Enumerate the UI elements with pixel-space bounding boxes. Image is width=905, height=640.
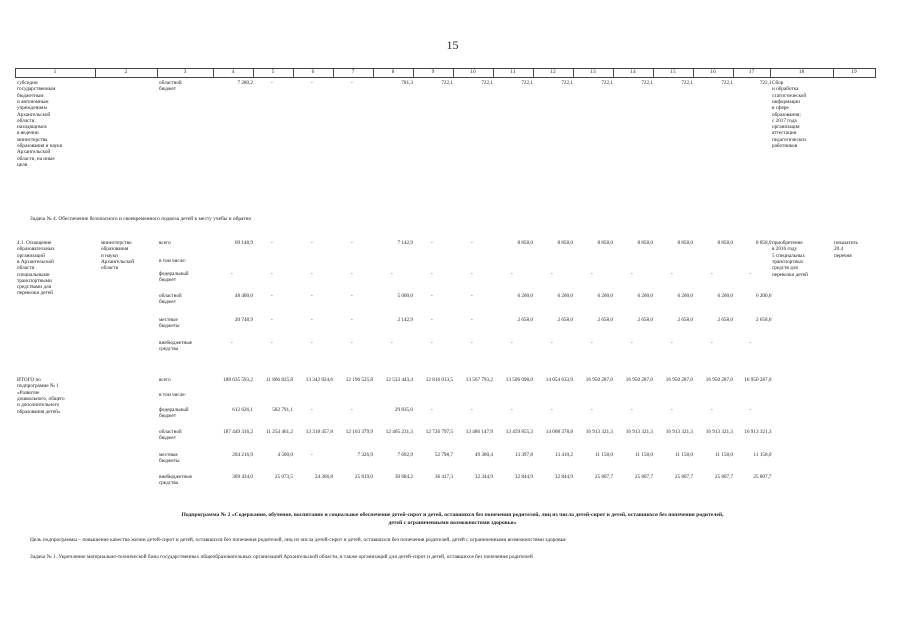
value-cell: 12 533 443,4 [385,377,413,383]
row-total-funding-source: всего [159,377,171,383]
value-cell: 16 913 321,3 [665,429,693,435]
value-cell: - [511,271,513,277]
row-41-result: в 2016 году [772,246,798,253]
row-total-funding-source: бюджеты [159,458,180,465]
value-cell: 12 726 797,5 [425,429,453,435]
header-column-separator [733,68,734,78]
column-header-12: 12 [550,69,556,75]
value-cell: 2 658,0 [597,317,613,323]
row-subsidies-budget: бюджет [159,86,176,93]
column-header-13: 13 [590,69,596,75]
value-cell: 16 913 321,3 [585,429,613,435]
row-total-funding-source: в том числе: [159,392,187,398]
row-41-funding-source: внебюджетные [159,340,193,346]
value-cell: - [431,271,433,277]
value-cell: 5 000,0 [397,293,413,299]
value-cell: 722,1 [441,80,453,86]
value-cell: 187 449 316,2 [223,429,253,435]
row-41-name: транспортными [17,277,52,284]
value-cell: 25 807,7 [634,474,653,480]
value-cell: 12 196 525,8 [345,377,373,383]
value-cell: 12 465 231,3 [385,429,413,435]
row-41-funding-source: в том числе: [159,258,187,264]
value-cell: 8 858,0 [637,240,653,246]
row-subsidies-name: и автономным [17,98,49,105]
subprogram2-task1: Задача № 1. Укрепление материально-технической базы государственных общеобразовательных организаций Архангельской области, в также организаций для детей-сирот и детей, оставшихся без попечения родителей [30,554,533,560]
value-cell: - [471,340,473,346]
row-41-indicator: показатель [834,240,858,246]
value-cell: - [311,340,313,346]
value-cell: 722,1 [481,80,493,86]
row-total-name: и дополнительного [17,402,60,409]
value-cell: - [471,407,473,413]
value-cell: - [511,407,513,413]
value-cell: 16 950 287,0 [744,377,772,383]
value-cell: 6 200,0 [717,293,733,299]
row-subsidies-result: организация [772,124,800,131]
row-41-funding-source: областной [159,293,182,299]
row-subsidies-name: образования и науки [17,143,63,149]
row-total-name: образования детей» [17,408,61,415]
row-41-executor: образования [101,246,129,253]
column-header-11: 11 [510,69,516,75]
row-subsidies-name: Архангельской [17,111,51,118]
row-41-funding-source: всего [159,240,171,246]
value-cell: - [311,452,313,458]
value-cell: - [271,80,273,86]
value-cell: 13 318 457,8 [305,429,333,435]
row-41-result: приобретение [772,240,803,246]
value-cell: 8 858,0 [755,240,772,246]
value-cell: 8 858,0 [557,240,573,246]
header-column-separator [95,68,96,78]
task4-title: Задача № 4. Обеспечение безопасного и своевременного подвоза детей к месту учебы и обратно [30,216,252,222]
value-cell: - [671,271,673,277]
column-header-8: 8 [391,69,395,75]
value-cell: 14 008 378,8 [545,429,573,435]
header-column-separator [373,68,374,78]
value-cell: 13 567 793,2 [465,377,493,383]
value-cell: 11 158,0 [715,452,733,458]
value-cell: - [631,407,633,413]
value-cell: - [551,271,553,277]
value-cell: 7 326,9 [357,452,373,458]
value-cell: 6 200,0 [517,293,533,299]
value-cell: 52 798,7 [434,452,453,458]
row-subsidies-result: в сфере [772,105,789,112]
row-41-result: перевозки детей [772,271,808,278]
value-cell: 16 913 321,3 [625,429,653,435]
value-cell: 49 300,4 [474,452,493,458]
value-cell: - [711,340,713,346]
value-cell: - [711,271,713,277]
row-total-name: «Развитие [17,389,40,396]
header-column-separator [333,68,334,78]
row-subsidies-name: цели [17,161,28,168]
value-cell: 2 142,9 [397,317,413,323]
row-41-name: средствами для [17,284,51,291]
value-cell: - [351,293,353,299]
value-cell: 13 459 855,3 [505,429,533,435]
header-column-separator [157,68,158,78]
row-41-funding-source: местные [159,317,178,323]
row-subsidies-result: Сбор [772,80,784,86]
value-cell: 13 410,2 [554,452,573,458]
value-cell: 7 142,9 [397,240,413,246]
column-header-1: 1 [53,69,57,75]
value-cell: - [271,293,273,299]
row-subsidies-result: статистической [772,92,807,99]
value-cell: 32 344,9 [474,474,493,480]
value-cell: 6 200,0 [637,293,653,299]
value-cell: 781,3 [401,80,413,86]
value-cell: - [391,271,393,277]
value-cell: 16 950 287,0 [625,377,653,383]
value-cell: 722,1 [561,80,573,86]
row-total-name: подпрограмме № 1 [17,383,59,390]
value-cell: 12 163 379,9 [345,429,373,435]
column-header-2: 2 [124,69,128,75]
value-cell: 6 200,0 [597,293,613,299]
value-cell: 16 913 321,3 [705,429,733,435]
header-column-separator [293,68,294,78]
value-cell: 722,1 [521,80,533,86]
row-subsidies-result: и обработка [772,86,799,93]
value-cell: 6 200,0 [677,293,693,299]
value-cell: - [671,340,673,346]
row-41-name: в Архангельской [17,258,54,265]
value-cell: 13 342 824,6 [305,377,333,383]
row-subsidies-budget: областной [159,80,182,86]
value-cell: 2 658,0 [677,317,693,323]
header-column-separator [693,68,694,78]
column-header-18: 18 [798,69,805,75]
header-column-separator [413,68,414,78]
row-41-indicator: перечня [834,252,852,259]
value-cell: - [231,271,233,277]
value-cell: - [471,317,473,323]
value-cell: 12 816 013,5 [425,377,453,383]
value-cell: - [351,271,353,277]
row-subsidies-name: находящимся [17,124,47,131]
value-cell: - [631,340,633,346]
row-41-indicator: 20.4 [834,246,844,253]
value-cell: 11 866 825,8 [265,377,293,383]
value-cell: 2 658,0 [755,317,772,323]
column-header-17: 17 [748,69,755,75]
value-cell: 16 913 321,3 [744,429,772,435]
value-cell: - [351,340,353,346]
value-cell: - [749,407,752,413]
value-cell: 11 254 461,2 [265,429,293,435]
value-cell: - [351,240,353,246]
header-column-separator [533,68,534,78]
value-cell: 30 684,2 [394,474,413,480]
column-header-19: 19 [851,69,857,75]
value-cell: - [471,271,473,277]
subprogram2-goal: Цель подпрограммы – повышение качества жизни детей-сирот и детей, оставшихся без попечения родителей, лиц из числа детей-сирот и детей, оставшихся без попечения родителей, детей с ограниченными возможностями здоровья [30,537,566,543]
value-cell: - [749,271,752,277]
row-41-result: транспортных [772,258,804,265]
value-cell: 25 807,7 [714,474,733,480]
row-total-name: ИТОГО по [17,377,41,383]
value-cell: 11 158,0 [635,452,653,458]
value-cell: - [391,340,393,346]
value-cell: - [711,407,713,413]
subprogram2-title-line2: детей с ограниченными возможностями здоровья» [388,520,517,526]
value-cell: 188 635 593,2 [223,377,253,383]
value-cell: - [271,317,273,323]
value-cell: 48 400,0 [234,293,253,299]
row-subsidies-result: с 2017 года [772,117,797,124]
row-41-funding-source: бюджеты [159,323,180,330]
value-cell: - [351,80,353,86]
row-41-funding-source: бюджет [159,277,176,284]
header-column-separator [253,68,254,78]
value-cell: - [471,293,473,299]
row-subsidies-name: Архангельской [17,149,51,156]
value-cell: 25 807,7 [674,474,693,480]
value-cell: 722,1 [641,80,653,86]
value-cell: - [671,407,673,413]
value-cell: 29 835,0 [394,407,413,413]
value-cell: 8 858,0 [717,240,733,246]
value-cell: - [271,340,273,346]
row-41-result: средств для [772,265,798,272]
row-subsidies-result: работников [772,143,798,149]
value-cell: - [311,271,313,277]
value-cell: - [471,240,473,246]
header-bottom-border [15,77,875,78]
column-header-16: 16 [710,69,716,75]
value-cell: 6 200,0 [557,293,573,299]
value-cell: 25 819,0 [354,474,373,480]
row-subsidies-result: аттестации [772,130,797,137]
value-cell: - [551,340,553,346]
value-cell: - [271,271,273,277]
value-cell: - [591,340,593,346]
row-total-funding-source: местные [159,452,178,458]
column-header-15: 15 [670,69,676,75]
value-cell: 16 950 287,0 [585,377,613,383]
value-cell: - [431,407,433,413]
row-41-executor: и науки [101,252,118,259]
row-41-name: области [17,265,35,272]
header-column-separator [15,68,16,78]
row-subsidies-name: области, на иные [17,155,55,162]
value-cell: 204 216,9 [232,452,253,458]
value-cell: - [431,293,433,299]
value-cell: - [431,240,433,246]
value-cell: 14 054 633,9 [545,377,573,383]
value-cell: - [311,80,313,86]
value-cell: 25 807,7 [753,474,772,480]
header-column-separator [613,68,614,78]
value-cell: 722,1 [681,80,693,86]
value-cell: 16 950 287,0 [665,377,693,383]
row-subsidies-result: педагогических [772,136,807,143]
value-cell: 25 073,5 [274,474,293,480]
row-total-name: дошкольного, общего [17,395,65,402]
value-cell: - [749,340,752,346]
value-cell: - [431,317,433,323]
row-subsidies-name: учреждениям [17,105,47,112]
value-cell: 722,1 [721,80,733,86]
value-cell: 8 858,0 [517,240,533,246]
row-41-name: образовательных [17,246,55,253]
value-cell: 32 844,9 [554,474,573,480]
row-total-funding-source: внебюджетные [159,474,193,480]
row-41-name: специальными [17,271,50,278]
value-cell: 11 158,0 [675,452,693,458]
value-cell: 8 858,0 [677,240,693,246]
column-header-3: 3 [183,69,187,75]
value-cell: 8 858,0 [597,240,613,246]
value-cell: 32 844,9 [514,474,533,480]
value-cell: 13 397,8 [514,452,533,458]
value-cell: - [231,340,233,346]
value-cell: 25 807,7 [594,474,613,480]
row-41-funding-source: федеральный [159,271,189,277]
row-total-funding-source: областной [159,429,182,435]
row-subsidies-name: бюджетным [17,92,44,99]
value-cell: 4 500,0 [277,452,293,458]
row-41-executor: области [101,265,119,272]
row-total-funding-source: средства [159,480,179,487]
column-header-14: 14 [630,69,636,75]
row-subsidies-result: информации [772,98,800,105]
row-41-name: перевозки детей [17,290,53,297]
row-41-funding-source: средства [159,346,179,353]
value-cell: 2 658,0 [517,317,533,323]
value-cell: - [311,240,313,246]
header-column-separator [213,68,214,78]
value-cell: - [351,317,353,323]
value-cell: 36 417,3 [434,474,453,480]
header-column-separator [770,68,771,78]
column-header-9: 9 [431,69,435,75]
value-cell: 722,1 [601,80,613,86]
value-cell: - [551,407,553,413]
value-cell: 11 158,0 [753,452,772,458]
value-cell: - [271,240,273,246]
row-subsidies-name: министерства [17,136,48,143]
value-cell: - [311,407,313,413]
row-41-executor: Архангельской [101,258,135,265]
row-41-executor: министерство [101,240,132,246]
value-cell: - [311,293,313,299]
row-41-name: 4.1. Оснащение [17,240,52,246]
row-41-funding-source: бюджет [159,299,176,306]
value-cell: 20 748,9 [234,317,253,323]
header-column-separator [653,68,654,78]
value-cell: 69 148,9 [234,240,253,246]
value-cell: 722,1 [759,80,772,86]
row-41-result: 5 специальных [772,252,805,259]
value-cell: - [591,407,593,413]
header-column-separator [453,68,454,78]
value-cell: 16 950 287,0 [705,377,733,383]
value-cell: 7 280,2 [237,80,253,86]
row-total-funding-source: федеральный [159,407,189,413]
row-subsidies-name: в ведении [17,130,39,137]
value-cell: - [351,407,353,413]
page-number: 15 [446,38,459,52]
header-column-separator [573,68,574,78]
column-header-5: 5 [271,69,275,75]
header-column-separator [833,68,834,78]
value-cell: 369 434,0 [232,474,253,480]
value-cell: 7 692,9 [397,452,413,458]
value-cell: - [431,340,433,346]
value-cell: 2 658,0 [717,317,733,323]
subprogram2-title-line1: Подпрограмма № 2 «Содержание, обучение, воспитание и социальное обеспечение детей-сирот и детей, оставшихся без попечения родителей, лиц из числа детей-сирот и детей, оставшихся без попечения родителей, [181,512,724,518]
value-cell: - [591,271,593,277]
value-cell: 612 626,1 [232,407,253,413]
value-cell: 24 366,8 [314,474,333,480]
row-subsidies-name: субсидии [17,80,38,86]
value-cell: - [511,340,513,346]
column-header-7: 7 [351,69,355,75]
column-header-4: 4 [231,69,235,75]
row-subsidies-result: образования; [772,111,801,118]
value-cell: 11 158,0 [595,452,613,458]
value-cell: 582 791,1 [272,407,293,413]
header-column-separator [875,68,876,78]
row-41-name: организаций [17,252,45,259]
value-cell: - [631,271,633,277]
value-cell: 2 658,0 [557,317,573,323]
row-subsidies-name: области, [17,117,36,124]
value-cell: 13 486 147,9 [465,429,493,435]
value-cell: 2 658,0 [637,317,653,323]
row-subsidies-name: государственным [17,86,56,93]
column-header-10: 10 [470,69,476,75]
value-cell: 6 200,0 [755,293,772,299]
row-total-funding-source: бюджет [159,435,176,442]
column-header-6: 6 [311,69,315,75]
value-cell: 13 506 098,0 [505,377,533,383]
header-column-separator [493,68,494,78]
row-total-funding-source: бюджет [159,413,176,420]
value-cell: - [311,317,313,323]
